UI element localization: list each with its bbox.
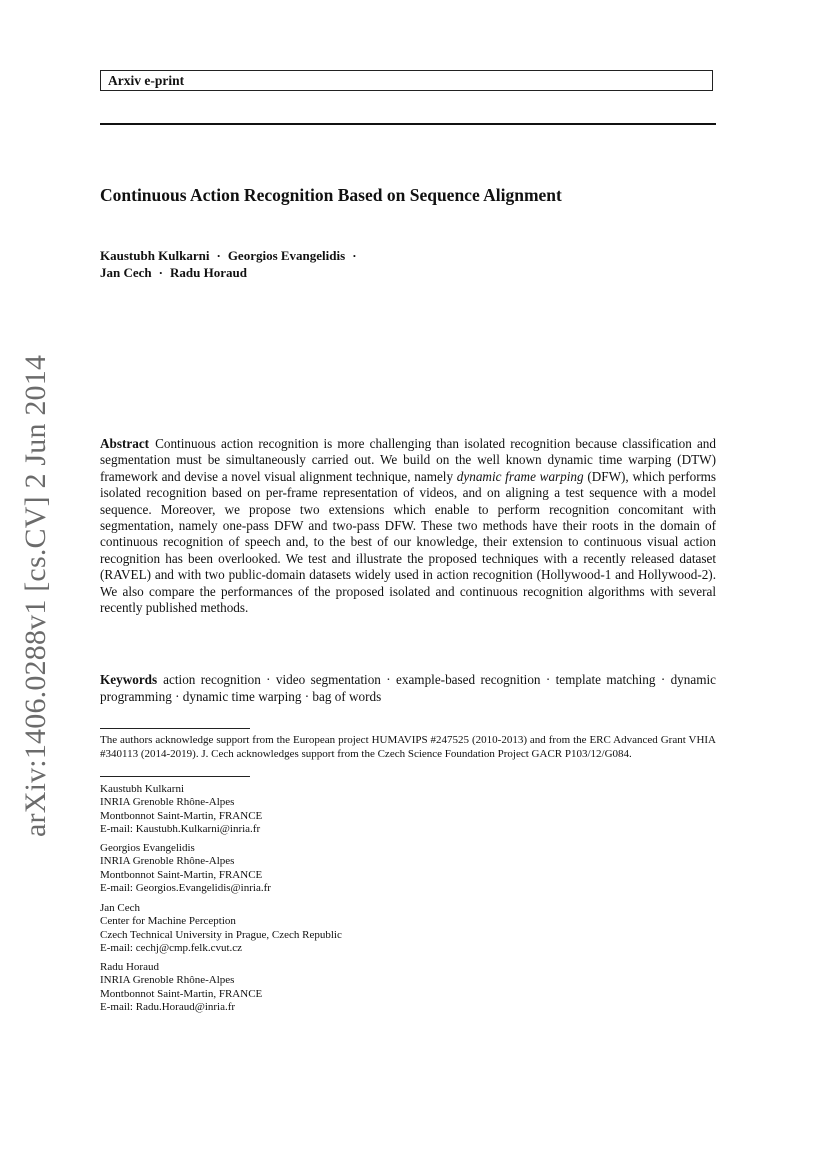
affiliation-line: Montbonnot Saint-Martin, FRANCE: [100, 987, 263, 1000]
arxiv-identifier[interactable]: arXiv:1406.0288v1 [cs.CV] 2 Jun 2014: [19, 354, 52, 837]
eprint-header-label: Arxiv e-print: [108, 73, 185, 88]
author-separator: ·: [352, 248, 357, 263]
affiliation-rule: [100, 776, 250, 777]
affiliation-block: [100, 842, 500, 895]
affiliation-line: Montbonnot Saint-Martin, FRANCE: [100, 809, 263, 822]
eprint-header-box: [100, 70, 713, 91]
affiliation-line: INRIA Grenoble Rhône-Alpes: [100, 796, 235, 809]
author-separator: ·: [216, 248, 221, 263]
affiliation-line: Montbonnot Saint-Martin, FRANCE: [100, 868, 263, 881]
affiliation-name: Georgios Evangelidis: [100, 842, 195, 854]
affiliation-email[interactable]: E-mail: cechj@cmp.felk.cvut.cz: [100, 941, 243, 954]
author-list: [100, 247, 720, 281]
author-name: Kaustubh Kulkarni: [100, 248, 210, 263]
affiliation-email[interactable]: E-mail: Georgios.Evangelidis@inria.fr: [100, 881, 271, 894]
paper-title: Continuous Action Recognition Based on Sequence Alignment: [100, 185, 562, 205]
keywords: [100, 671, 716, 705]
affiliation-block: [100, 961, 500, 1014]
abstract-text: (DFW), which performs isolated recognition based on per-frame representation of videos, and on aligning a test sequence with a model sequence. Moreover, we propose two extensions which enable to perform recognition concomitant with segmentation, namely one-pass DFW and two-pass DFW. These two methods have their roots in the domain of continuous recognition of speech and, to the best of our knowledge, their extension to continuous visual action recognition has been overlooked. We test and illustrate the proposed techniques with a recently released dataset (RAVEL) and with two public-domain datasets widely used in action recognition (Hollywood-1 and Hollywood-2). We also compare the performances of the proposed isolated and continuous recognition algorithms with several recently published methods.: [100, 468, 716, 616]
author-name: Jan Cech: [100, 265, 152, 280]
affiliation-email[interactable]: E-mail: Kaustubh.Kulkarni@inria.fr: [100, 822, 261, 835]
header-rule: [100, 123, 716, 125]
abstract-label: Abstract: [100, 436, 150, 451]
affiliation-line: Center for Machine Perception: [100, 915, 236, 928]
keywords-label: Keywords: [100, 672, 158, 687]
affiliation-block: [100, 902, 500, 955]
affiliation-name: Kaustubh Kulkarni: [100, 783, 185, 795]
acknowledgement-footnote: The authors acknowledge support from the European project HUMAVIPS #247525 (2010-2013) and from the ERC Advanced Grant VHIA #340113 (2014-2019). J. Cech acknowledges support from the Czech Science Foundation Project GACR P103/12/G084.: [100, 734, 716, 760]
affiliation-line: INRIA Grenoble Rhône-Alpes: [100, 974, 235, 987]
affiliation-line: INRIA Grenoble Rhône-Alpes: [100, 855, 235, 868]
affiliation-name: Jan Cech: [100, 902, 141, 914]
abstract: [100, 436, 716, 616]
author-name: Radu Horaud: [169, 265, 247, 280]
affiliation-block: [100, 783, 500, 836]
abstract-emphasis: dynamic frame warping: [456, 468, 584, 484]
affiliation-line: Czech Technical University in Prague, Czech Republic: [100, 928, 342, 941]
footnote-rule: [100, 728, 250, 729]
author-name: Georgios Evangelidis: [227, 248, 346, 263]
affiliation-email[interactable]: E-mail: Radu.Horaud@inria.fr: [100, 1000, 236, 1013]
author-separator: ·: [158, 265, 163, 280]
keywords-text: action recognition · video segmentation · example-based recognition · template matching · dynamic programming · dynamic time warping · bag of words: [100, 672, 716, 704]
abstract-text: Continuous action recognition is more challenging than isolated recognition because classification and segmentation must be simultaneously carried out. We build on the well known dynamic time warping (DTW) framework and devise a novel visual alignment technique, namely: [100, 436, 716, 484]
affiliation-name: Radu Horaud: [100, 961, 159, 973]
